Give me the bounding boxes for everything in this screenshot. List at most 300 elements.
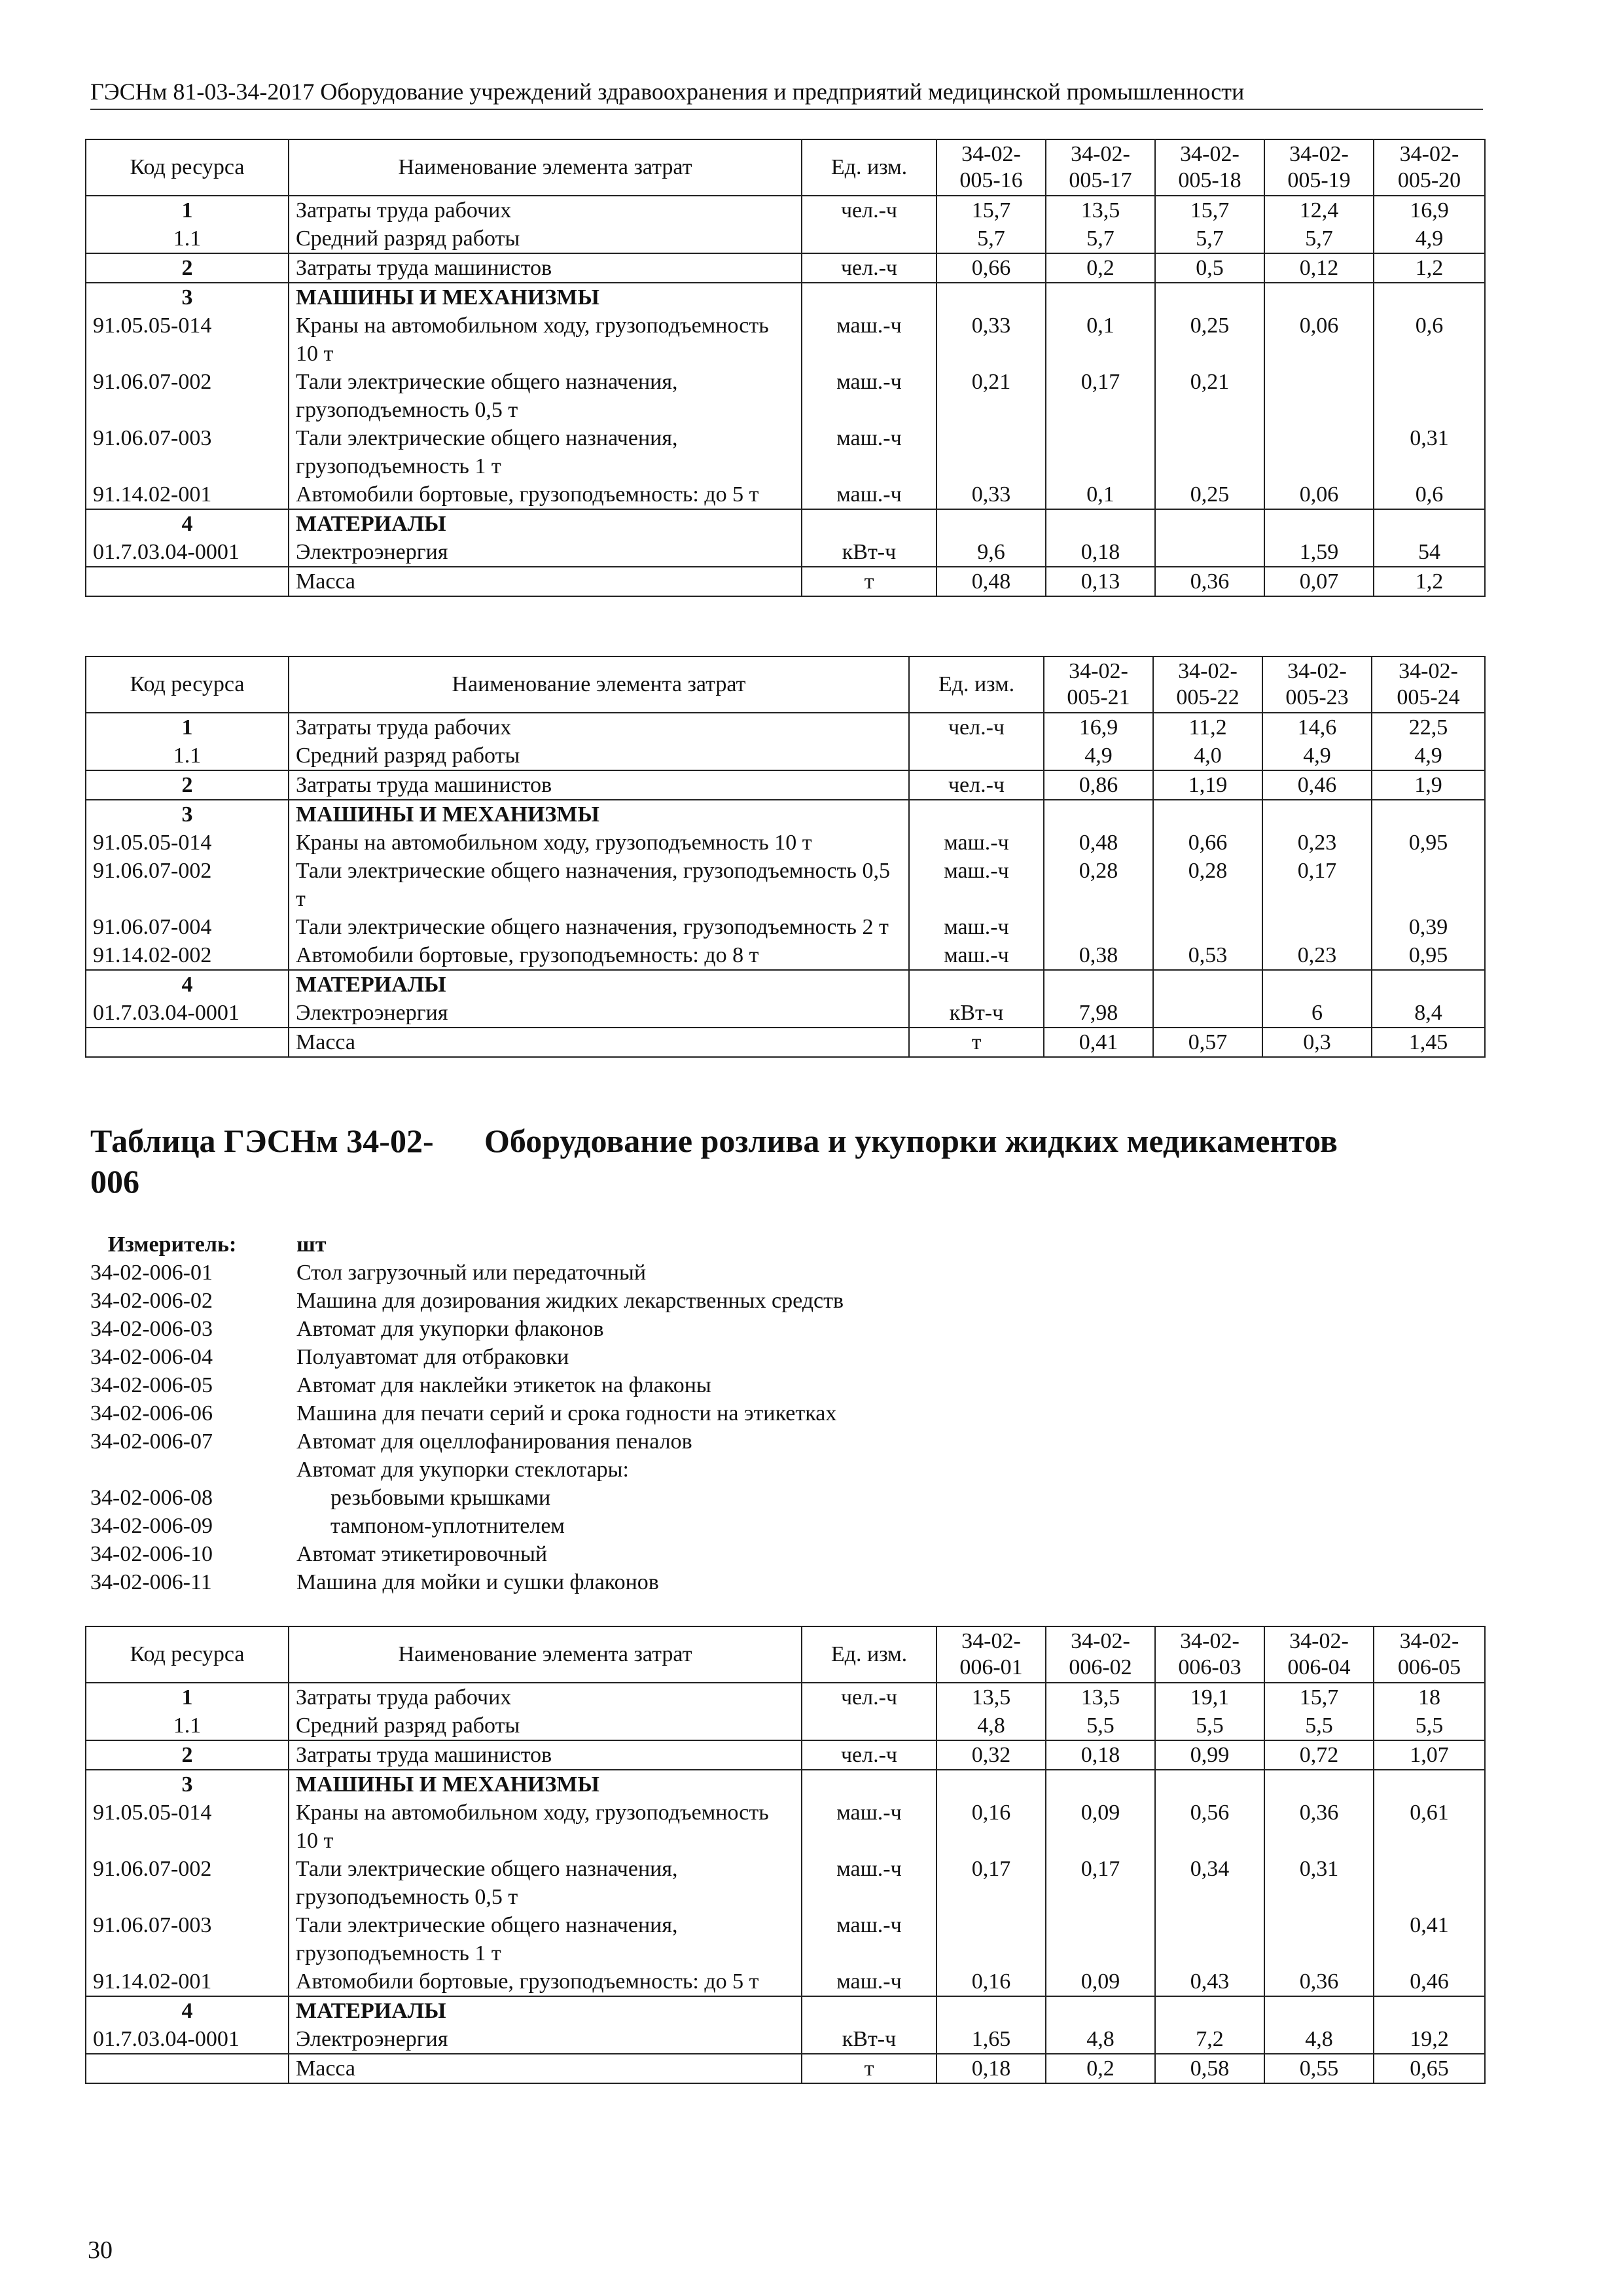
col-header-norm-line: 34-02- xyxy=(1178,659,1238,683)
cell-value: 0,39 xyxy=(1372,913,1485,941)
col-header-unit: Ед. изм. xyxy=(802,1626,936,1683)
cell-value: 0,95 xyxy=(1372,941,1485,970)
cell-unit: чел.-ч xyxy=(802,1683,936,1712)
cell-value: 0,25 xyxy=(1155,312,1264,368)
cell-unit: кВт-ч xyxy=(802,538,936,567)
cell-value: 0,07 xyxy=(1264,567,1374,596)
cell-name: Краны на автомобильном ходу, грузоподъемность 10 т xyxy=(289,1799,802,1855)
cell-code: 91.05.05-014 xyxy=(86,1799,289,1855)
norm-list-item xyxy=(90,1484,844,1512)
cell-code: 91.14.02-001 xyxy=(86,480,289,509)
cell-value: 0,6 xyxy=(1374,480,1485,509)
cell-value: 0,18 xyxy=(936,2054,1046,2083)
cell-value xyxy=(1262,970,1372,999)
cell-name: МАШИНЫ И МЕХАНИЗМЫ xyxy=(289,800,909,829)
cell-value: 0,2 xyxy=(1046,2054,1155,2083)
col-header-norm-line: 34-02- xyxy=(1069,659,1128,683)
cell-value xyxy=(1264,424,1374,480)
resource-table-005-21-24 xyxy=(85,656,1486,1058)
cell-value: 0,17 xyxy=(936,1855,1046,1911)
resource-table-006-01-05 xyxy=(85,1626,1486,2084)
cell-value: 0,38 xyxy=(1044,941,1153,970)
col-header-norm xyxy=(1264,1626,1374,1683)
cell-value: 0,18 xyxy=(1046,1740,1155,1770)
cell-name: Краны на автомобильном ходу, грузоподъемность 10 т xyxy=(289,312,802,368)
col-header-unit: Ед. изм. xyxy=(802,139,936,196)
cell-value xyxy=(1155,1770,1264,1799)
table-row xyxy=(86,1028,1485,1057)
norm-description: Стол загрузочный или передаточный xyxy=(296,1261,647,1285)
norm-list-item xyxy=(90,1259,844,1287)
cell-value: 0,99 xyxy=(1155,1740,1264,1770)
cell-value: 0,57 xyxy=(1153,1028,1262,1057)
cell-value xyxy=(1155,1996,1264,2025)
cell-value: 0,95 xyxy=(1372,829,1485,857)
norm-list-item xyxy=(90,1399,844,1427)
cell-code: 1.1 xyxy=(86,1712,289,1740)
col-header-name: Наименование элемента затрат xyxy=(289,139,802,196)
table-row xyxy=(86,800,1485,829)
cell-value: 0,36 xyxy=(1264,1967,1374,1996)
cell-value xyxy=(1372,970,1485,999)
measure-unit: шт xyxy=(296,1232,327,1257)
cell-code: 91.14.02-001 xyxy=(86,1967,289,1996)
cell-code: 1 xyxy=(86,1683,289,1712)
cell-unit: чел.-ч xyxy=(802,196,936,224)
col-header-norm-line: 34-02- xyxy=(1399,1629,1459,1653)
measure-list xyxy=(90,1230,844,1596)
norm-code: 34-02-006-10 xyxy=(90,1542,213,1566)
cell-value: 5,5 xyxy=(1046,1712,1155,1740)
norm-list-item xyxy=(90,1512,844,1540)
cell-value: 4,9 xyxy=(1262,742,1372,770)
norm-description: Автомат этикетировочный xyxy=(296,1542,548,1566)
cell-value: 0,16 xyxy=(936,1967,1046,1996)
cell-value xyxy=(1372,857,1485,913)
cell-value xyxy=(936,1770,1046,1799)
cell-name: Затраты труда машинистов xyxy=(289,253,802,283)
cell-value: 13,5 xyxy=(1046,1683,1155,1712)
col-header-norm xyxy=(1374,1626,1485,1683)
cell-value xyxy=(936,509,1046,538)
cell-value: 4,9 xyxy=(1372,742,1485,770)
cell-code: 2 xyxy=(86,1740,289,1770)
cell-value: 0,28 xyxy=(1044,857,1153,913)
cell-value: 7,98 xyxy=(1044,999,1153,1028)
col-header-norm-line: 34-02- xyxy=(1180,1629,1240,1653)
cell-unit: чел.-ч xyxy=(802,253,936,283)
table-row xyxy=(86,742,1485,770)
cell-name: Автомобили бортовые, грузоподъемность: до 5 т xyxy=(289,1967,802,1996)
col-header-norm-line: 005-21 xyxy=(1067,685,1130,709)
cell-value: 0,18 xyxy=(1046,538,1155,567)
cell-value: 0,21 xyxy=(936,368,1046,424)
cell-unit: маш.-ч xyxy=(909,941,1044,970)
cell-value xyxy=(1264,1911,1374,1967)
norm-code: 34-02-006-02 xyxy=(90,1289,213,1313)
cell-value xyxy=(1374,368,1485,424)
cell-value xyxy=(1153,913,1262,941)
cell-value: 16,9 xyxy=(1044,713,1153,742)
col-header-norm-line: 34-02- xyxy=(1289,142,1349,166)
cell-value: 0,36 xyxy=(1155,567,1264,596)
col-header-norm-line: 005-23 xyxy=(1285,685,1349,709)
cell-code: 4 xyxy=(86,509,289,538)
cell-value: 0,09 xyxy=(1046,1799,1155,1855)
cell-value xyxy=(936,283,1046,312)
table-row xyxy=(86,999,1485,1028)
table-row xyxy=(86,196,1485,224)
cell-code: 2 xyxy=(86,770,289,800)
table-row xyxy=(86,509,1485,538)
cell-unit: кВт-ч xyxy=(909,999,1044,1028)
cell-value: 1,07 xyxy=(1374,1740,1485,1770)
cell-unit: т xyxy=(802,567,936,596)
cell-name: Затраты труда машинистов xyxy=(289,770,909,800)
cell-code: 4 xyxy=(86,970,289,999)
table-row xyxy=(86,857,1485,913)
cell-code: 91.06.07-002 xyxy=(86,1855,289,1911)
cell-value: 4,8 xyxy=(1046,2025,1155,2054)
cell-value: 0,43 xyxy=(1155,1967,1264,1996)
col-header-norm-line: 34-02- xyxy=(1399,142,1459,166)
cell-name: Масса xyxy=(289,1028,909,1057)
cell-code: 91.06.07-002 xyxy=(86,857,289,913)
cell-value: 0,41 xyxy=(1044,1028,1153,1057)
cell-value xyxy=(1044,970,1153,999)
cell-name: Автомобили бортовые, грузоподъемность: до 8 т xyxy=(289,941,909,970)
cell-value: 0,17 xyxy=(1046,1855,1155,1911)
norm-code: 34-02-006-05 xyxy=(90,1373,213,1397)
cell-value xyxy=(1044,913,1153,941)
col-header-name: Наименование элемента затрат xyxy=(289,656,909,713)
cell-unit: кВт-ч xyxy=(802,2025,936,2054)
cell-value: 0,55 xyxy=(1264,2054,1374,2083)
cell-value: 0,34 xyxy=(1155,1855,1264,1911)
cell-value: 13,5 xyxy=(1046,196,1155,224)
cell-value: 0,3 xyxy=(1262,1028,1372,1057)
cell-unit xyxy=(802,224,936,253)
cell-code: 91.05.05-014 xyxy=(86,829,289,857)
cell-value: 15,7 xyxy=(1155,196,1264,224)
col-header-norm-line: 005-17 xyxy=(1069,168,1132,192)
col-header-norm-line: 006-01 xyxy=(959,1655,1023,1679)
cell-unit: чел.-ч xyxy=(802,1740,936,1770)
table-row xyxy=(86,1799,1485,1855)
table-title-number: Таблица ГЭСНм 34-02- 006 xyxy=(90,1122,434,1200)
col-header-norm-line: 006-05 xyxy=(1397,1655,1461,1679)
table-row xyxy=(86,1770,1485,1799)
col-header-norm-line: 005-20 xyxy=(1397,168,1461,192)
cell-value: 0,53 xyxy=(1153,941,1262,970)
table-row xyxy=(86,1996,1485,2025)
cell-value: 8,4 xyxy=(1372,999,1485,1028)
cell-value: 0,09 xyxy=(1046,1967,1155,1996)
cell-name: Электроэнергия xyxy=(289,999,909,1028)
cell-name: Автомобили бортовые, грузоподъемность: до 5 т xyxy=(289,480,802,509)
cell-value xyxy=(936,424,1046,480)
cell-value: 5,7 xyxy=(936,224,1046,253)
col-header-norm-line: 34-02- xyxy=(1180,142,1240,166)
cell-value: 5,7 xyxy=(1264,224,1374,253)
norm-code: 34-02-006-03 xyxy=(90,1317,213,1341)
col-header-norm xyxy=(1046,139,1155,196)
cell-name: Краны на автомобильном ходу, грузоподъемность 10 т xyxy=(289,829,909,857)
cell-name: Тали электрические общего назначения, грузоподъемность 0,5 т xyxy=(289,368,802,424)
cell-value: 7,2 xyxy=(1155,2025,1264,2054)
cell-value: 22,5 xyxy=(1372,713,1485,742)
cell-value: 19,2 xyxy=(1374,2025,1485,2054)
col-header-code: Код ресурса xyxy=(86,1626,289,1683)
cell-code: 4 xyxy=(86,1996,289,2025)
norm-list-item xyxy=(90,1456,844,1484)
col-header-norm xyxy=(1372,656,1485,713)
col-header-norm xyxy=(1264,139,1374,196)
table-row xyxy=(86,424,1485,480)
norm-description: Машина для дозирования жидких лекарственных средств xyxy=(296,1289,844,1313)
cell-value: 0,17 xyxy=(1046,368,1155,424)
cell-unit: маш.-ч xyxy=(802,1799,936,1855)
table-row xyxy=(86,1712,1485,1740)
cell-name: Масса xyxy=(289,2054,802,2083)
cell-unit: чел.-ч xyxy=(909,770,1044,800)
cell-value: 4,8 xyxy=(936,1712,1046,1740)
norm-description: Машина для печати серий и срока годности на этикетках xyxy=(296,1401,837,1426)
cell-value xyxy=(1046,424,1155,480)
cell-unit: маш.-ч xyxy=(802,312,936,368)
cell-code: 3 xyxy=(86,1770,289,1799)
table-row xyxy=(86,538,1485,567)
cell-name: Тали электрические общего назначения, грузоподъемность 1 т xyxy=(289,1911,802,1967)
cell-value xyxy=(1374,1770,1485,1799)
cell-value: 0,13 xyxy=(1046,567,1155,596)
cell-value: 5,7 xyxy=(1155,224,1264,253)
col-header-norm-line: 34-02- xyxy=(1071,1629,1130,1653)
cell-value: 0,41 xyxy=(1374,1911,1485,1967)
cell-value: 1,2 xyxy=(1374,253,1485,283)
cell-value: 0,32 xyxy=(936,1740,1046,1770)
col-header-code: Код ресурса xyxy=(86,656,289,713)
cell-value: 13,5 xyxy=(936,1683,1046,1712)
col-header-code: Код ресурса xyxy=(86,139,289,196)
cell-value: 1,45 xyxy=(1372,1028,1485,1057)
cell-value xyxy=(1046,283,1155,312)
cell-unit: маш.-ч xyxy=(802,368,936,424)
cell-value xyxy=(1264,509,1374,538)
cell-name: Затраты труда машинистов xyxy=(289,1740,802,1770)
col-header-norm xyxy=(1262,656,1372,713)
norm-description: Машина для мойки и сушки флаконов xyxy=(296,1570,659,1594)
col-header-norm-line: 006-02 xyxy=(1069,1655,1132,1679)
cell-unit: маш.-ч xyxy=(802,1967,936,1996)
cell-value: 0,1 xyxy=(1046,480,1155,509)
cell-value xyxy=(1046,509,1155,538)
col-header-norm xyxy=(1046,1626,1155,1683)
norm-list-item xyxy=(90,1540,844,1568)
cell-value xyxy=(1044,800,1153,829)
cell-value: 18 xyxy=(1374,1683,1485,1712)
cell-name: Средний разряд работы xyxy=(289,1712,802,1740)
cell-unit: чел.-ч xyxy=(909,713,1044,742)
cell-value: 5,5 xyxy=(1264,1712,1374,1740)
table-row xyxy=(86,2054,1485,2083)
cell-value: 0,46 xyxy=(1262,770,1372,800)
cell-value xyxy=(1153,970,1262,999)
cell-name: Электроэнергия xyxy=(289,2025,802,2054)
cell-value: 0,2 xyxy=(1046,253,1155,283)
cell-code: 1.1 xyxy=(86,742,289,770)
cell-value: 0,1 xyxy=(1046,312,1155,368)
cell-name: Тали электрические общего назначения, грузоподъемность 1 т xyxy=(289,424,802,480)
col-header-norm-line: 34-02- xyxy=(961,142,1021,166)
cell-value xyxy=(1046,1770,1155,1799)
cell-code: 1.1 xyxy=(86,224,289,253)
cell-unit: т xyxy=(802,2054,936,2083)
cell-unit: маш.-ч xyxy=(802,480,936,509)
col-header-norm-line: 006-03 xyxy=(1178,1655,1241,1679)
cell-name: Затраты труда рабочих xyxy=(289,196,802,224)
col-header-unit: Ед. изм. xyxy=(909,656,1044,713)
table-row xyxy=(86,1683,1485,1712)
cell-unit: маш.-ч xyxy=(909,857,1044,913)
cell-name: Тали электрические общего назначения, грузоподъемность 0,5 т xyxy=(289,857,909,913)
cell-value: 54 xyxy=(1374,538,1485,567)
cell-value xyxy=(1046,1996,1155,2025)
norm-list-item xyxy=(90,1287,844,1315)
col-header-norm xyxy=(1155,139,1264,196)
cell-value xyxy=(936,1911,1046,1967)
norm-description: Автомат для наклейки этикеток на флаконы xyxy=(296,1373,711,1397)
cell-code: 1 xyxy=(86,713,289,742)
cell-unit xyxy=(802,1712,936,1740)
cell-value xyxy=(1155,1911,1264,1967)
cell-name: Тали электрические общего назначения, грузоподъемность 2 т xyxy=(289,913,909,941)
cell-value: 1,65 xyxy=(936,2025,1046,2054)
col-header-norm-line: 005-18 xyxy=(1178,168,1241,192)
cell-code: 01.7.03.04-0001 xyxy=(86,999,289,1028)
cell-unit xyxy=(802,1770,936,1799)
measure-row xyxy=(90,1230,844,1259)
cell-value: 0,28 xyxy=(1153,857,1262,913)
running-header: ГЭСНм 81-03-34-2017 Оборудование учреждений здравоохранения и предприятий медицинской промышленности xyxy=(90,77,1483,110)
table-row xyxy=(86,770,1485,800)
col-header-norm xyxy=(1374,139,1485,196)
cell-value: 0,46 xyxy=(1374,1967,1485,1996)
cell-unit: маш.-ч xyxy=(909,829,1044,857)
cell-name: МАШИНЫ И МЕХАНИЗМЫ xyxy=(289,1770,802,1799)
table-row xyxy=(86,567,1485,596)
cell-name: Электроэнергия xyxy=(289,538,802,567)
cell-value: 1,2 xyxy=(1374,567,1485,596)
cell-unit: маш.-ч xyxy=(802,1911,936,1967)
cell-code xyxy=(86,2054,289,2083)
table-row xyxy=(86,970,1485,999)
cell-value: 0,23 xyxy=(1262,829,1372,857)
col-header-norm-line: 34-02- xyxy=(1399,659,1458,683)
cell-name: Тали электрические общего назначения, грузоподъемность 0,5 т xyxy=(289,1855,802,1911)
cell-value xyxy=(1264,1770,1374,1799)
cell-value: 19,1 xyxy=(1155,1683,1264,1712)
norm-list-item xyxy=(90,1427,844,1456)
cell-value: 0,66 xyxy=(1153,829,1262,857)
cell-value: 0,33 xyxy=(936,312,1046,368)
cell-value: 0,06 xyxy=(1264,312,1374,368)
cell-value: 9,6 xyxy=(936,538,1046,567)
table-row xyxy=(86,1967,1485,1996)
table-row xyxy=(86,829,1485,857)
measure-label: Измеритель: xyxy=(107,1232,237,1257)
page-number: 30 xyxy=(88,2236,113,2264)
cell-value: 0,31 xyxy=(1374,424,1485,480)
cell-value xyxy=(1264,1996,1374,2025)
cell-name: Средний разряд работы xyxy=(289,224,802,253)
cell-value xyxy=(1155,424,1264,480)
cell-code: 1 xyxy=(86,196,289,224)
norm-list-item xyxy=(90,1343,844,1371)
table-row xyxy=(86,2025,1485,2054)
cell-name: Затраты труда рабочих xyxy=(289,1683,802,1712)
cell-name: МАШИНЫ И МЕХАНИЗМЫ xyxy=(289,283,802,312)
cell-value: 16,9 xyxy=(1374,196,1485,224)
cell-value xyxy=(1155,283,1264,312)
norm-list-item xyxy=(90,1371,844,1399)
cell-unit: маш.-ч xyxy=(802,424,936,480)
cell-value: 5,5 xyxy=(1374,1712,1485,1740)
cell-value xyxy=(1374,1855,1485,1911)
cell-value: 0,25 xyxy=(1155,480,1264,509)
cell-value xyxy=(1153,800,1262,829)
norm-code: 34-02-006-09 xyxy=(90,1514,213,1538)
cell-value xyxy=(1374,1996,1485,2025)
cell-code: 91.06.07-003 xyxy=(86,424,289,480)
cell-value: 11,2 xyxy=(1153,713,1262,742)
cell-value xyxy=(1264,283,1374,312)
col-header-name: Наименование элемента затрат xyxy=(289,1626,802,1683)
norm-code: 34-02-006-04 xyxy=(90,1345,213,1369)
cell-value: 0,17 xyxy=(1262,857,1372,913)
cell-value: 0,58 xyxy=(1155,2054,1264,2083)
table-row xyxy=(86,224,1485,253)
col-header-norm-line: 005-22 xyxy=(1176,685,1240,709)
cell-code: 2 xyxy=(86,253,289,283)
cell-code xyxy=(86,567,289,596)
cell-value: 0,48 xyxy=(936,567,1046,596)
cell-value: 0,5 xyxy=(1155,253,1264,283)
cell-code: 91.06.07-003 xyxy=(86,1911,289,1967)
cell-value: 15,7 xyxy=(936,196,1046,224)
norm-description: Полуавтомат для отбраковки xyxy=(296,1345,569,1369)
table-row xyxy=(86,1740,1485,1770)
cell-value: 0,33 xyxy=(936,480,1046,509)
cell-value: 0,12 xyxy=(1264,253,1374,283)
table-row xyxy=(86,480,1485,509)
cell-value: 15,7 xyxy=(1264,1683,1374,1712)
table-row xyxy=(86,713,1485,742)
cell-code: 91.06.07-004 xyxy=(86,913,289,941)
cell-value: 0,86 xyxy=(1044,770,1153,800)
cell-value: 0,61 xyxy=(1374,1799,1485,1855)
cell-value: 1,9 xyxy=(1372,770,1485,800)
table-row xyxy=(86,941,1485,970)
cell-unit: маш.-ч xyxy=(909,913,1044,941)
norm-list-item xyxy=(90,1568,844,1596)
norm-code: 34-02-006-01 xyxy=(90,1261,213,1285)
cell-value: 0,65 xyxy=(1374,2054,1485,2083)
table-title-name: Оборудование розлива и укупорки жидких медикаментов xyxy=(484,1122,1338,1159)
cell-value: 0,21 xyxy=(1155,368,1264,424)
col-header-norm-line: 005-16 xyxy=(959,168,1023,192)
cell-value: 1,59 xyxy=(1264,538,1374,567)
